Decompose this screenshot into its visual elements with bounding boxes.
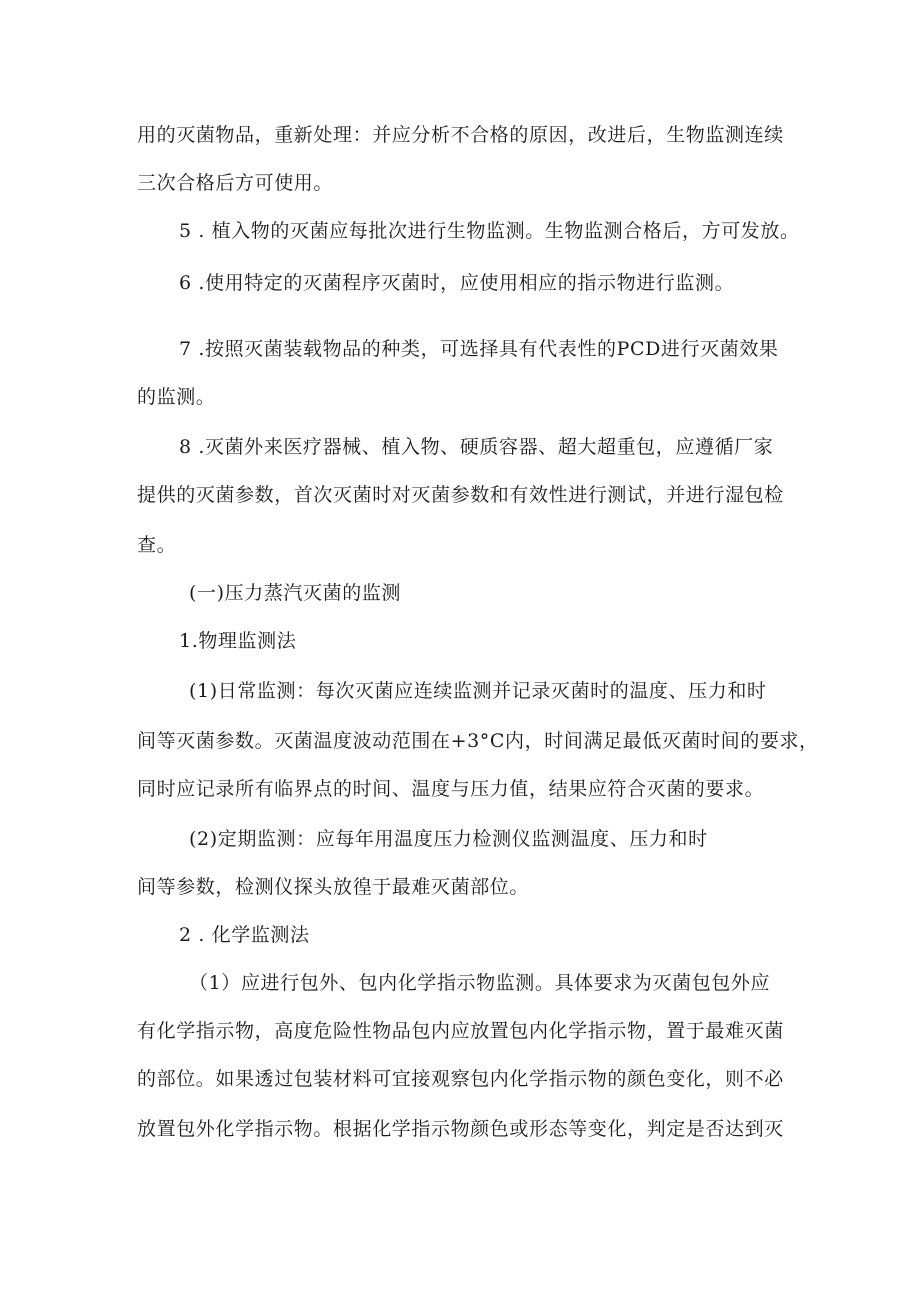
list-item-7: 7 .按照灭菌装载物品的种类，可选择具有代表性的PCD进行灭菌效果 <box>179 338 779 360</box>
paragraph-line: 查。 <box>137 534 177 556</box>
list-item-6: 6 .使用特定的灭菌程序灭菌时，应使用相应的指示物进行监测。 <box>179 272 735 294</box>
list-item-chemical-indicator: （1）应进行包外、包内化学指示物监测。具体要求为灭菌包包外应 <box>189 972 771 994</box>
paragraph-line: 间等参数，检测仪探头放徨于最难灭菌部位。 <box>137 876 530 898</box>
list-item-periodic-monitoring: (2)定期监测：应每年用温度压力检测仪监测温度、压力和时 <box>189 828 708 850</box>
subsection-heading: 2 . 化学监测法 <box>179 924 310 946</box>
paragraph-line: 用的灭菌物品，重新处理：并应分析不合格的原因，改进后，生物监测连续 <box>137 124 784 146</box>
section-heading: (一)压力蒸汽灭菌的监测 <box>189 582 402 604</box>
list-item-5: 5 . 植入物的灭菌应每批次进行生物监测。生物监测合格后，方可发放。 <box>179 220 800 242</box>
list-item-8: 8 .灭菌外来医疗器械、植入物、硬质容器、超大超重包，应遵循厂家 <box>179 436 774 458</box>
paragraph-line: 三次合格后方可使用。 <box>137 172 334 194</box>
paragraph-line: 间等灭菌参数。灭菌温度波动范围在+3°C内，时间满足最低灭菌时间的要求， <box>137 730 819 752</box>
paragraph-line: 提供的灭菌参数，首次灭菌时对灭菌参数和有效性进行测试，并进行湿包检 <box>137 484 784 506</box>
paragraph-line: 放置包外化学指示物。根据化学指示物颜色或形态等变化，判定是否达到灭 <box>137 1118 784 1140</box>
list-item-daily-monitoring: (1)日常监测：每次灭菌应连续监测并记录灭菌时的温度、压力和时 <box>189 680 767 702</box>
subsection-heading: 1.物理监测法 <box>179 630 297 652</box>
paragraph-line: 的部位。如果透过包装材料可宜接观察包内化学指示物的颜色变化，则不必 <box>137 1068 784 1090</box>
paragraph-line: 同时应记录所有临界点的时间、温度与压力值，结果应符合灭菌的要求。 <box>137 778 765 800</box>
paragraph-line: 的监测。 <box>137 386 216 408</box>
paragraph-line: 有化学指示物，高度危险性物品包内应放置包内化学指示物，置于最难灭菌 <box>137 1020 784 1042</box>
